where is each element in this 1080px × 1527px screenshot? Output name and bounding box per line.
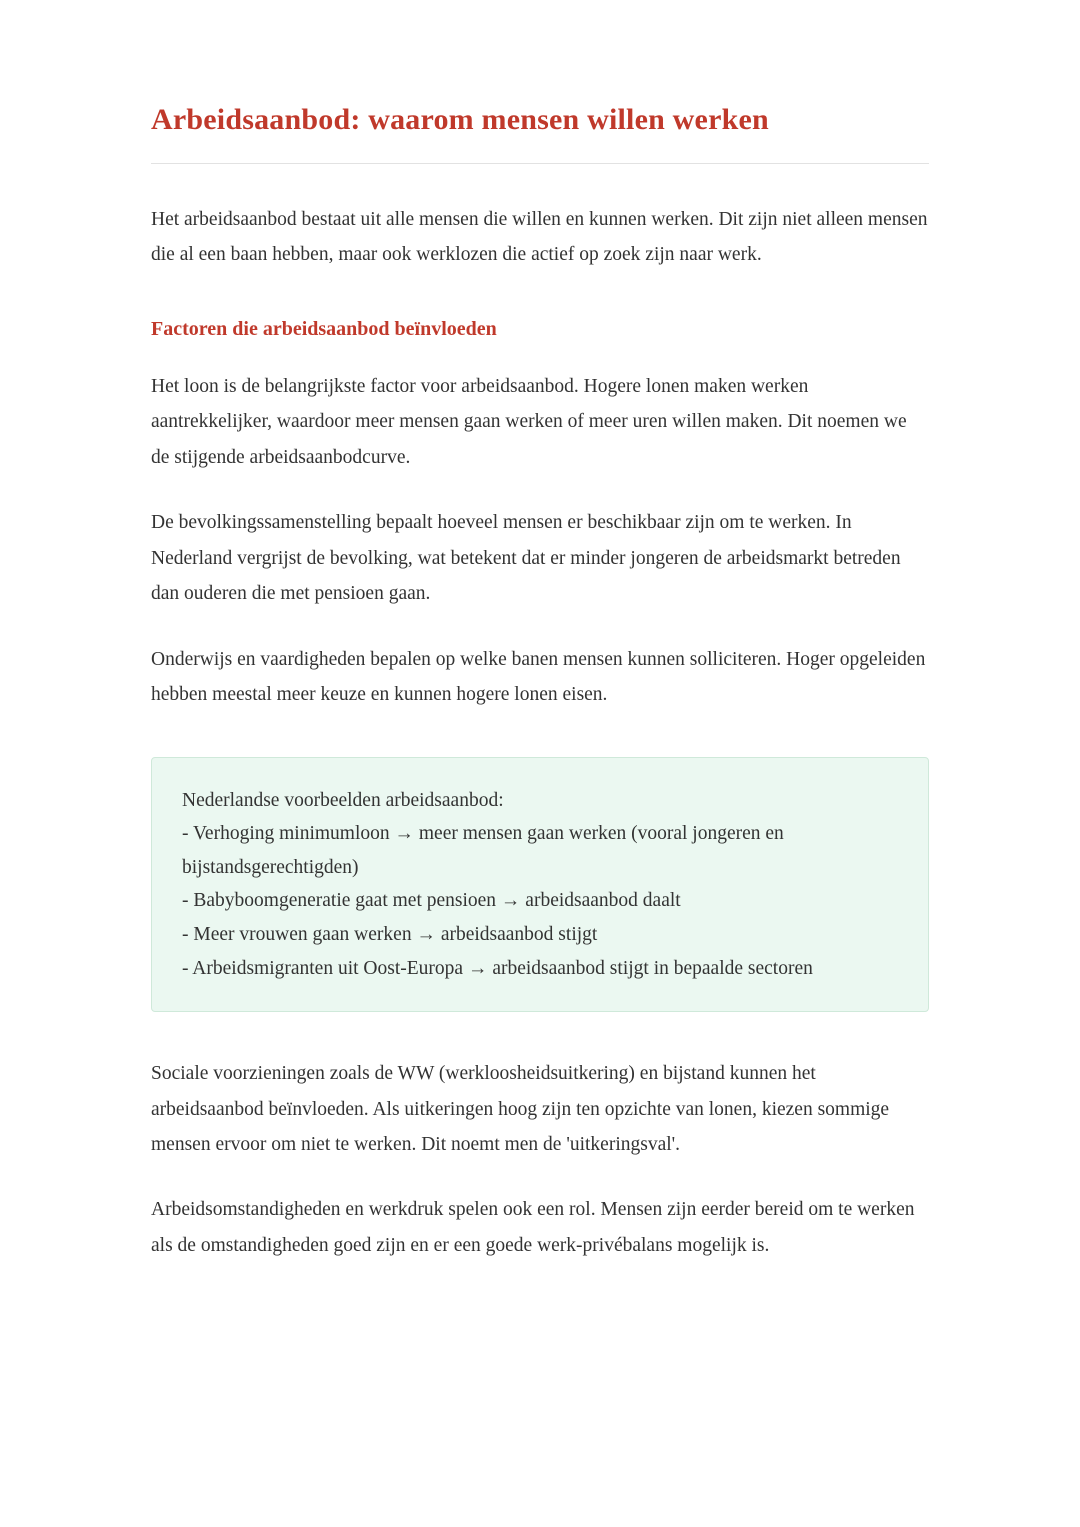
callout-item-babyboom: - Babyboomgeneratie gaat met pensioen → arbeidsaanbod daalt xyxy=(182,890,681,912)
paragraph-loon: Het loon is de belangrijkste factor voor arbeidsaanbod. Hogere lonen maken werken aantrekkelijker, waardoor meer mensen gaan werken of meer uren willen maken. Dit noemen we de stijgende arbeidsaanbodcurve. xyxy=(151,375,907,468)
examples-callout xyxy=(151,757,929,1012)
intro-paragraph: Het arbeidsaanbod bestaat uit alle mensen die willen en kunnen werken. Dit zijn niet alleen mensen die al een baan hebben, maar ook werklozen die actief op zoek zijn naar werk. xyxy=(151,209,928,266)
callout-item-minimumloon: - Verhoging minimumloon → meer mensen gaan werken (vooral jongeren en bijstandsgerechtigden) xyxy=(182,823,784,878)
title-divider xyxy=(151,163,929,164)
callout-item-vrouwen: - Meer vrouwen gaan werken → arbeidsaanbod stijgt xyxy=(182,923,598,945)
page-title: Arbeidsaanbod: waarom mensen willen werken xyxy=(151,103,769,136)
callout-item-arbeidsmigranten: - Arbeidsmigranten uit Oost-Europa → arbeidsaanbod stijgt in bepaalde sectoren xyxy=(182,957,813,979)
paragraph-arbeidsomstandigheden: Arbeidsomstandigheden en werkdruk spelen ook een rol. Mensen zijn eerder bereid om te werken als de omstandigheden goed zijn en er een goede werk-privébalans mogelijk is. xyxy=(151,1199,915,1256)
section-heading-factoren: Factoren die arbeidsaanbod beïnvloeden xyxy=(151,317,497,340)
paragraph-sociale-voorzieningen: Sociale voorzieningen zoals de WW (werkloosheidsuitkering) en bijstand kunnen het arbeidsaanbod beïnvloeden. Als uitkeringen hoog zijn ten opzichte van lonen, kiezen sommige mensen ervoor om niet te werken. Dit noemt men de 'uitkeringsval'. xyxy=(151,1063,890,1155)
paragraph-onderwijs: Onderwijs en vaardigheden bepalen op welke banen mensen kunnen solliciteren. Hoger opgeleiden hebben meestal meer keuze en kunnen hogere lonen eisen. xyxy=(151,648,926,706)
paragraph-bevolkingssamenstelling: De bevolkingssamenstelling bepaalt hoeveel mensen er beschikbaar zijn om te werken. In Nederland vergrijst de bevolking, wat betekent dat er minder jongeren de arbeidsmarkt betreden dan ouderen die met pensioen gaan. xyxy=(151,512,901,605)
callout-title: Nederlandse voorbeelden arbeidsaanbod: xyxy=(182,789,504,811)
document-page xyxy=(151,0,929,1373)
